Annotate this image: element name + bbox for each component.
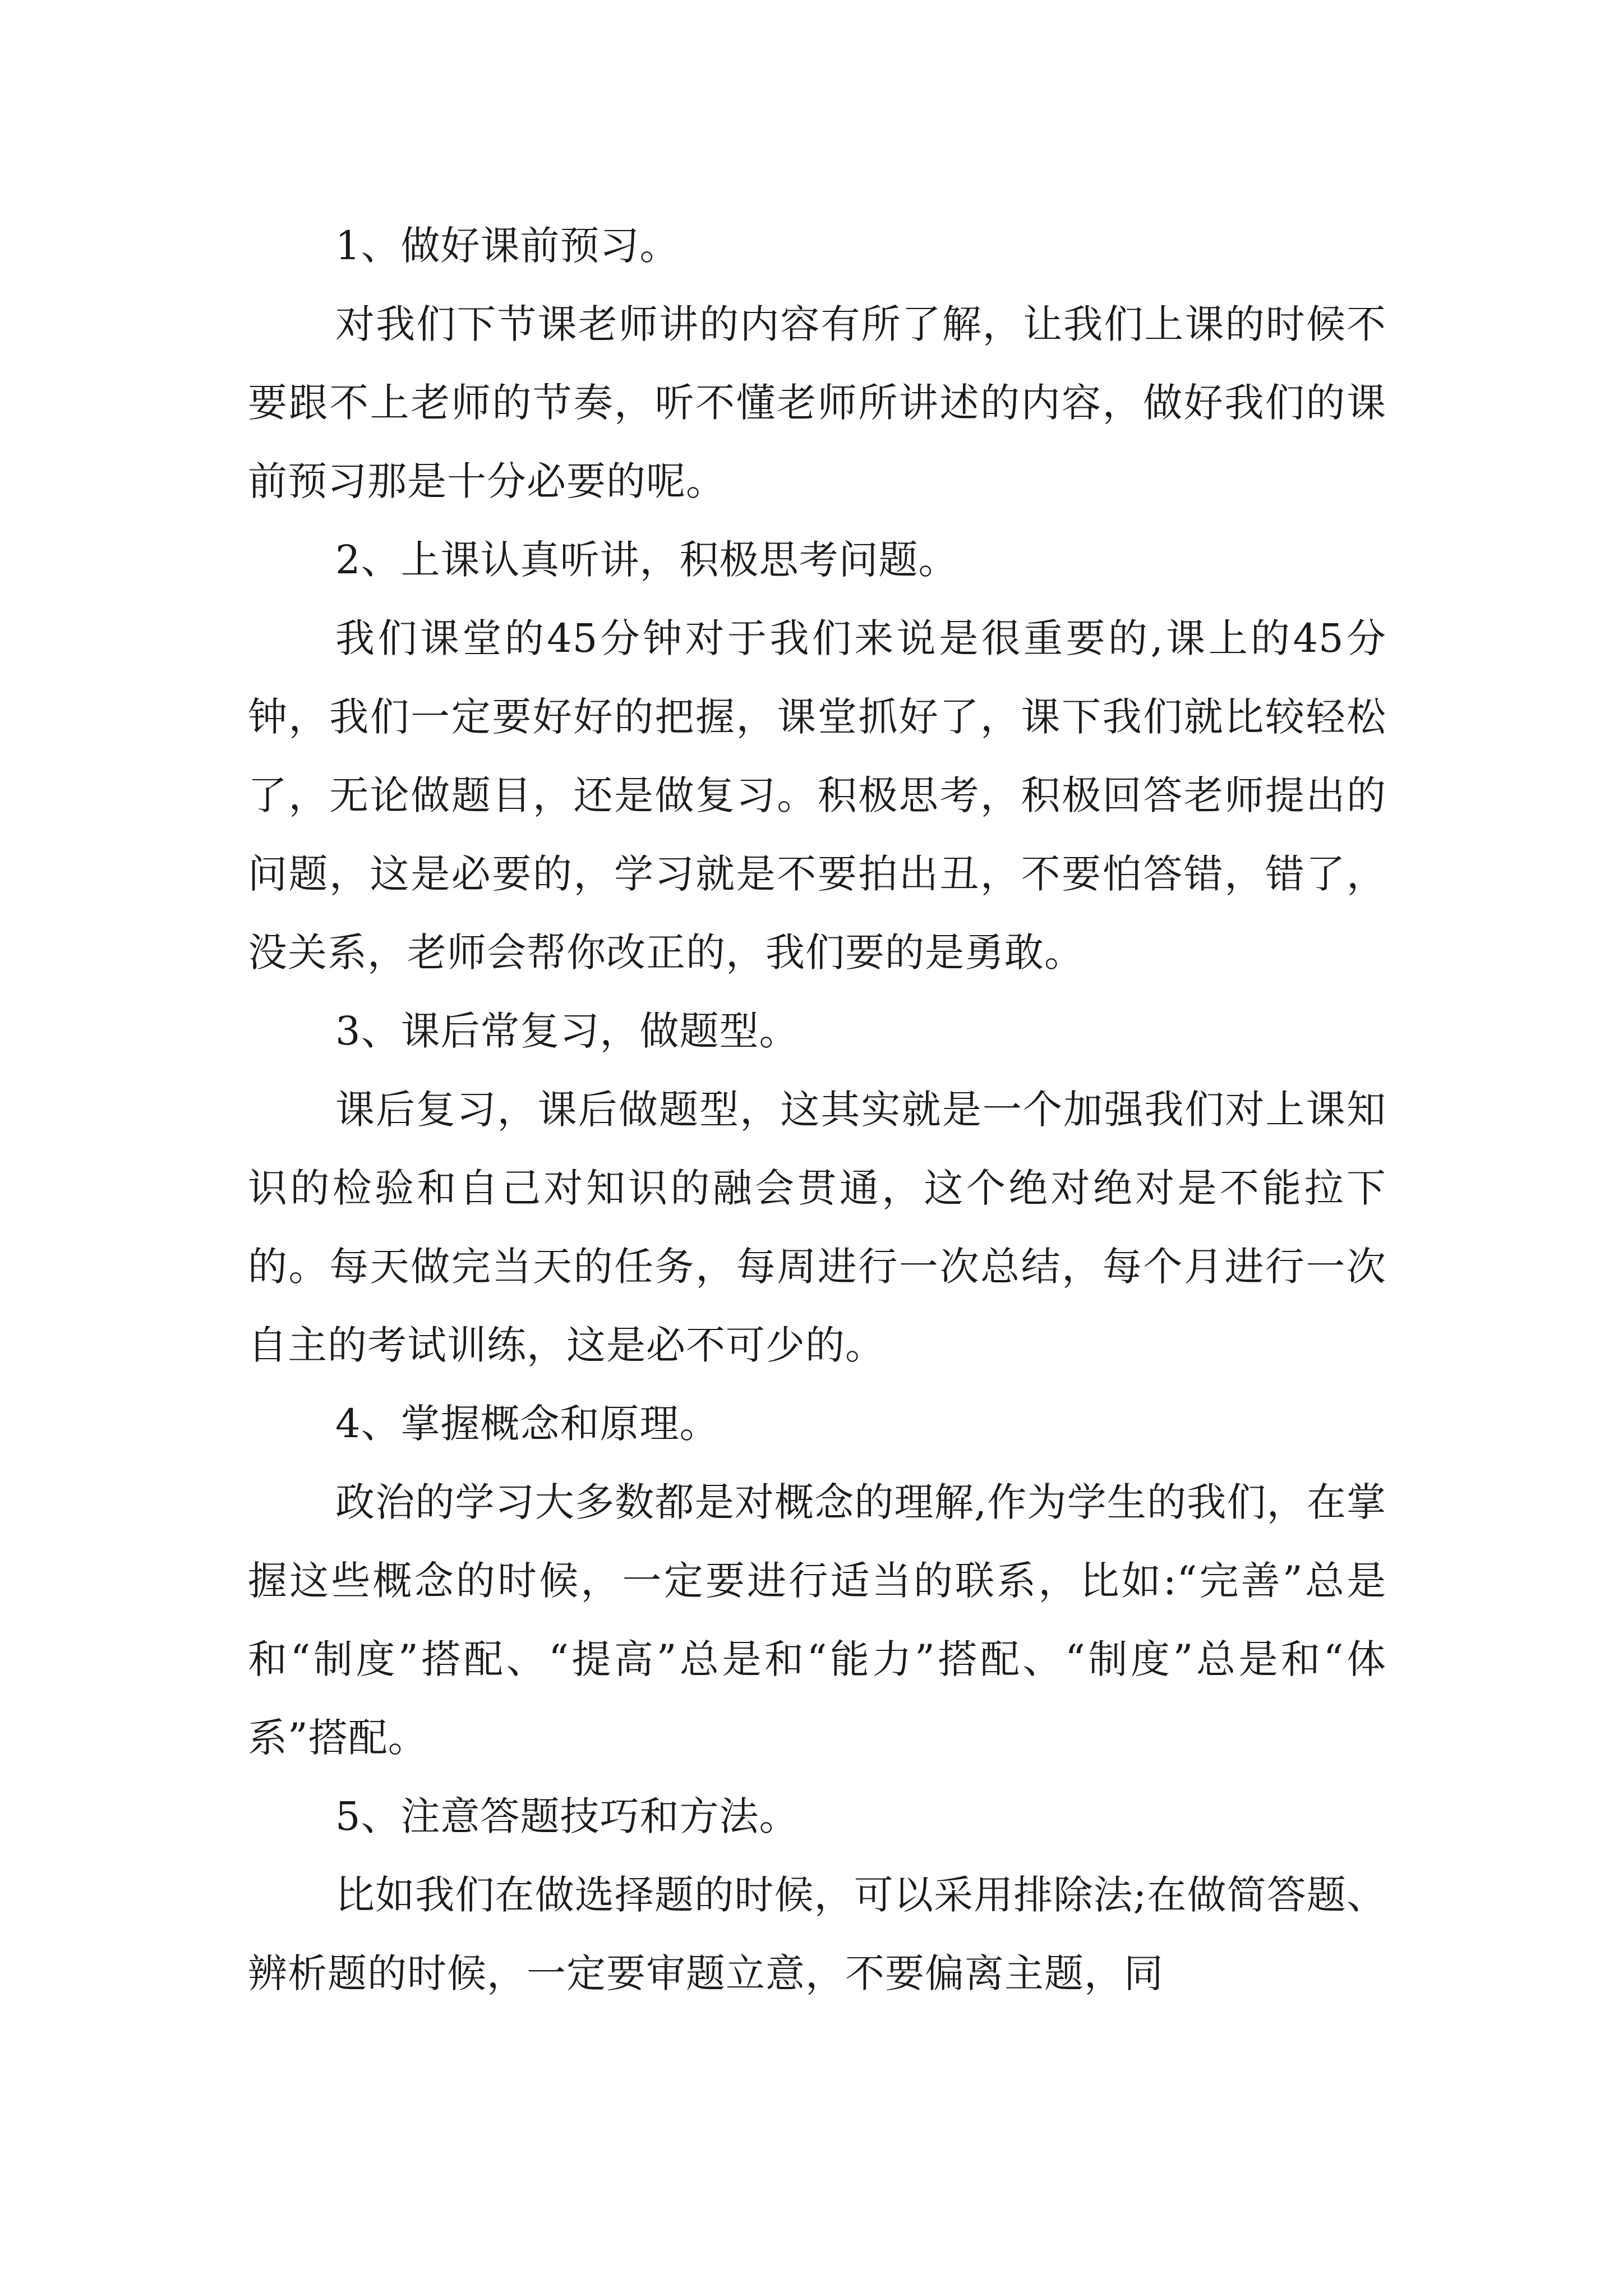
heading-preview: 1、做好课前预习。	[335, 223, 680, 269]
paragraph-techniques: 比如我们在做选择题的时候，可以采用排除法;在做简答题、辨析题的时候，一定要审题立意，不要偏离主题，同	[248, 1872, 1386, 1996]
paragraph-preview: 对我们下节课老师讲的内容有所了解，让我们上课的时候不要跟不上老师的节奏，听不懂老师所讲述的内容，做好我们的课前预习那是十分必要的呢。	[248, 301, 1386, 504]
heading-techniques: 5、注意答题技巧和方法。	[335, 1793, 799, 1839]
paragraph-review: 课后复习，课后做题型，这其实就是一个加强我们对上课知识的检验和自己对知识的融会贯通，这个绝对绝对是不能拉下的。每天做完当天的任务，每周进行一次总结，每个月进行一次自主的考试训练，这是必不可少的。	[248, 1087, 1386, 1368]
heading-concepts: 4、掌握概念和原理。	[335, 1401, 720, 1447]
paragraph-listen: 我们课堂的45分钟对于我们来说是很重要的,课上的45分钟，我们一定要好好的把握，课堂抓好了，课下我们就比较轻松了，无论做题目，还是做复习。积极思考，积极回答老师提出的问题，这是必要的，学习就是不要拍出丑，不要怕答错，错了，没关系，老师会帮你改正的，我们要的是勇敢。	[248, 615, 1386, 976]
paragraph-concepts: 政治的学习大多数都是对概念的理解,作为学生的我们，在掌握这些概念的时候，一定要进行适当的联系，比如:“完善”总是和“制度”搭配、“提高”总是和“能力”搭配、“制度”总是和“体系”搭配。	[248, 1479, 1386, 1761]
document-body	[248, 206, 1386, 2013]
heading-review: 3、课后常复习，做题型。	[335, 1008, 799, 1054]
heading-listen: 2、上课认真听讲，积极思考问题。	[335, 537, 958, 583]
